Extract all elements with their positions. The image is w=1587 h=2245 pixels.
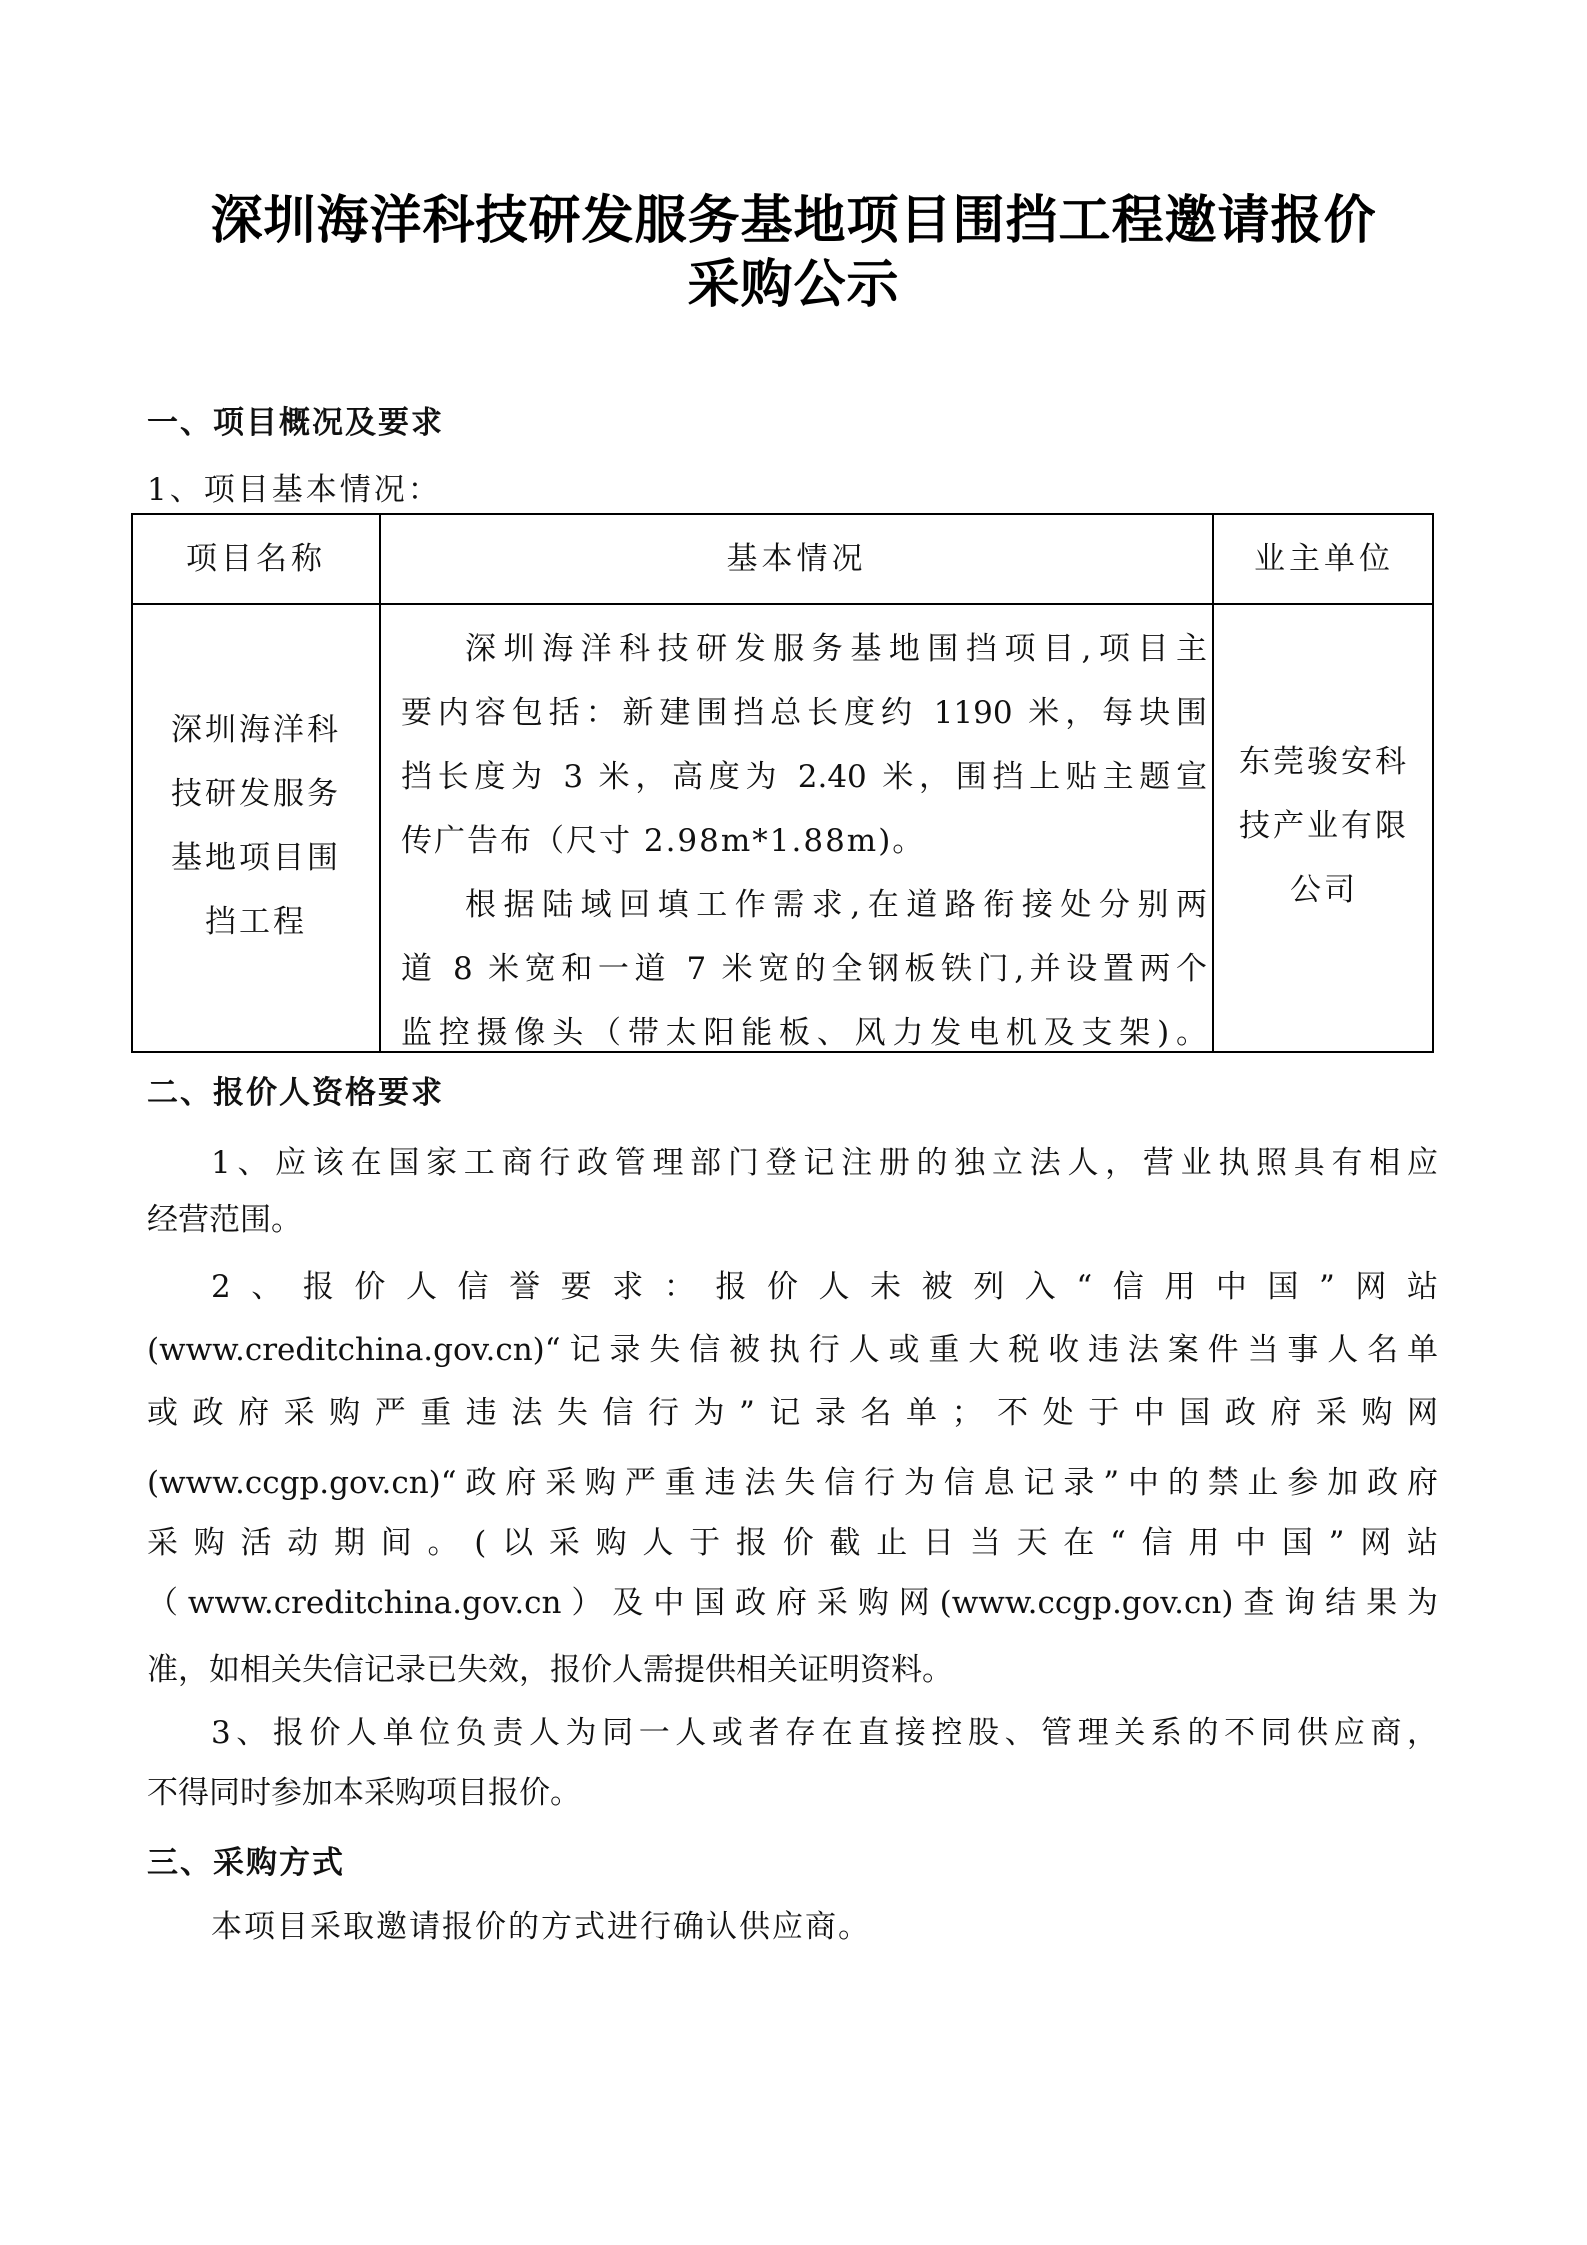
cell-line: 道 8 米宽和一道 7 米宽的全钢板铁门,并设置两个 <box>401 951 1207 987</box>
document-title-line-2: 采购公示 <box>687 254 900 315</box>
cell-line: 根据陆域回填工作需求,在道路衔接处分别两 <box>465 887 1207 923</box>
paragraph-line: 不得同时参加本采购项目报价。 <box>147 1775 581 1811</box>
section-1-subheading: 1、项目基本情况： <box>147 472 442 508</box>
cell-line: 挡长度为 3 米，高度为 2.40 米，围挡上贴主题宣 <box>401 759 1207 795</box>
cell-line: 东莞骏安科 <box>1239 744 1409 780</box>
cell-line: 深圳海洋科 <box>171 712 341 748</box>
cell-line: 要内容包括：新建围挡总长度约 1190 米，每块围 <box>401 695 1207 731</box>
paragraph-line: (www.creditchina.gov.cn)“记录失信被执行人或重大税收违法案件当事人名单 <box>147 1332 1438 1368</box>
section-3-heading: 三、采购方式 <box>147 1845 345 1881</box>
paragraph-line: 1、应该在国家工商行政管理部门登记注册的独立法人，营业执照具有相应 <box>211 1145 1438 1181</box>
cell-line: 技产业有限 <box>1239 808 1409 844</box>
paragraph-line: (www.ccgp.gov.cn)“政府采购严重违法失信行为信息记录”中的禁止参加政府 <box>147 1465 1438 1501</box>
table-cell-owner <box>1214 730 1434 922</box>
table-cell-project-name <box>133 698 379 954</box>
document-title-line-1: 深圳海洋科技研发服务基地项目围挡工程邀请报价 <box>210 190 1377 251</box>
project-info-table <box>131 513 1434 1053</box>
paragraph-line: 准，如相关失信记录已失效，报价人需提供相关证明资料。 <box>147 1652 953 1688</box>
paragraph-line: 3、报价人单位负责人为同一人或者存在直接控股、管理关系的不同供应商， <box>211 1715 1438 1751</box>
cell-line: 公司 <box>1290 872 1358 908</box>
table-header-divider <box>133 603 1432 605</box>
paragraph-line: 采购活动期间。(以采购人于报价截止日当天在“信用中国”网站 <box>147 1525 1438 1561</box>
table-header-project-name: 项目名称 <box>186 541 326 577</box>
cell-line: 传广告布（尺寸 2.98m*1.88m)。 <box>401 823 926 859</box>
paragraph-line: （www.creditchina.gov.cn）及中国政府采购网(www.ccgp.gov.cn)查询结果为 <box>147 1585 1438 1621</box>
section-1-heading: 一、项目概况及要求 <box>147 405 444 441</box>
cell-line: 深圳海洋科技研发服务基地围挡项目,项目主 <box>465 631 1207 667</box>
cell-line: 技研发服务 <box>171 776 341 812</box>
paragraph-line: 2、报价人信誉要求：报价人未被列入“信用中国”网站 <box>211 1269 1438 1305</box>
cell-line: 监控摄像头（带太阳能板、风力发电机及支架)。 <box>401 1015 1207 1051</box>
section-2-heading: 二、报价人资格要求 <box>147 1075 444 1111</box>
cell-line: 基地项目围 <box>171 840 341 876</box>
paragraph-line: 经营范围。 <box>147 1202 302 1238</box>
paragraph-line: 或政府采购严重违法失信行为”记录名单；不处于中国政府采购网 <box>147 1395 1438 1431</box>
table-header-owner: 业主单位 <box>1254 541 1394 577</box>
cell-line: 挡工程 <box>205 904 307 940</box>
table-header-basic-info: 基本情况 <box>726 541 867 577</box>
paragraph-line: 本项目采取邀请报价的方式进行确认供应商。 <box>211 1909 871 1945</box>
